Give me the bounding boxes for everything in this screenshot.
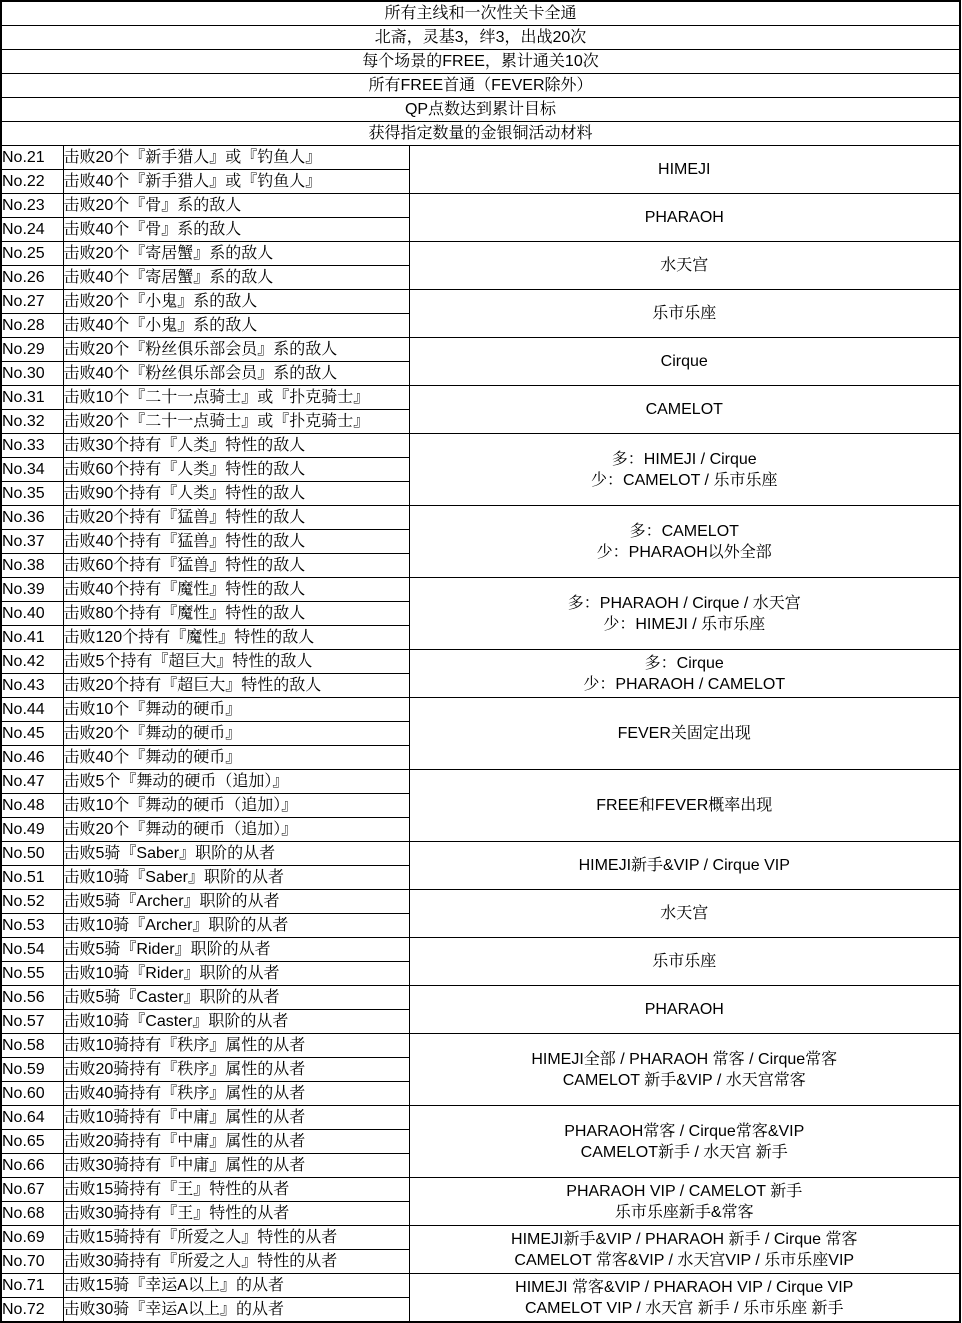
mission-row <box>1 578 960 602</box>
mission-cell: 击败5个『舞动的硬币（追加）』 <box>63 770 409 794</box>
location-cell <box>409 1274 960 1323</box>
row-number-cell: No.22 <box>1 170 63 194</box>
mission-cell: 击败20个『骨』系的敌人 <box>63 194 409 218</box>
mission-cell: 击败20骑持有『中庸』属性的从者 <box>63 1130 409 1154</box>
location-line: FEVER关固定出现 <box>617 725 751 742</box>
row-number-cell: No.35 <box>1 482 63 506</box>
location-line: 水天宫 <box>660 905 709 922</box>
location-cell <box>409 938 960 986</box>
mission-cell: 击败40个『骨』系的敌人 <box>63 218 409 242</box>
location-cell <box>409 194 960 242</box>
location-cell <box>409 242 960 290</box>
row-number-cell: No.37 <box>1 530 63 554</box>
mission-cell: 击败40个『小鬼』系的敌人 <box>63 314 409 338</box>
location-line: HIMEJI全部 / PHARAOH 常客 / Cirque常客 <box>531 1050 838 1068</box>
row-number-cell: No.45 <box>1 722 63 746</box>
row-number-cell: No.38 <box>1 554 63 578</box>
mission-cell: 击败30骑持有『所爱之人』特性的从者 <box>63 1250 409 1274</box>
location-line: CAMELOT VIP / 水天宫 新手 / 乐市乐座 新手 <box>524 1299 844 1317</box>
mission-cell: 击败30骑『幸运A以上』的从者 <box>63 1298 409 1323</box>
location-line: CAMELOT <box>645 401 723 418</box>
row-number-cell: No.39 <box>1 578 63 602</box>
row-number-cell: No.40 <box>1 602 63 626</box>
mission-cell: 击败5骑『Archer』职阶的从者 <box>63 890 409 914</box>
location-line: 少：PHARAOH以外全部 <box>596 543 772 561</box>
row-number-cell: No.23 <box>1 194 63 218</box>
mission-row <box>1 242 960 266</box>
row-number-cell: No.27 <box>1 290 63 314</box>
location-line: 少：PHARAOH / CAMELOT <box>583 675 786 693</box>
location-cell <box>409 290 960 338</box>
mission-cell: 击败10个『二十一点骑士』或『扑克骑士』 <box>63 386 409 410</box>
location-cell <box>409 1178 960 1226</box>
row-number-cell: No.21 <box>1 146 63 170</box>
row-number-cell: No.65 <box>1 1130 63 1154</box>
mission-cell: 击败20个持有『猛兽』特性的敌人 <box>63 506 409 530</box>
mission-cell: 击败20个『舞动的硬币』 <box>63 722 409 746</box>
location-line: 乐市乐座 <box>652 953 717 970</box>
location-cell <box>409 386 960 434</box>
mission-row <box>1 890 960 914</box>
row-number-cell: No.26 <box>1 266 63 290</box>
location-cell <box>409 578 960 650</box>
row-number-cell: No.42 <box>1 650 63 674</box>
location-line: PHARAOH <box>644 209 724 226</box>
mission-cell: 击败20个持有『超巨大』特性的敌人 <box>63 674 409 698</box>
mission-cell: 击败10骑『Archer』职阶的从者 <box>63 914 409 938</box>
header-cell-6: 获得指定数量的金银铜活动材料 <box>1 122 960 146</box>
mission-cell: 击败10个『舞动的硬币（追加）』 <box>63 794 409 818</box>
mission-cell: 击败10骑持有『秩序』属性的从者 <box>63 1034 409 1058</box>
mission-cell: 击败40个持有『魔性』特性的敌人 <box>63 578 409 602</box>
mission-cell: 击败20个『新手猎人』或『钓鱼人』 <box>63 146 409 170</box>
mission-row <box>1 338 960 362</box>
mission-cell: 击败10骑『Rider』职阶的从者 <box>63 962 409 986</box>
location-line: CAMELOT 常客&VIP / 水天宫VIP / 乐市乐座VIP <box>514 1251 855 1269</box>
mission-cell: 击败5骑『Caster』职阶的从者 <box>63 986 409 1010</box>
mission-cell: 击败10骑『Caster』职阶的从者 <box>63 1010 409 1034</box>
row-number-cell: No.51 <box>1 866 63 890</box>
header-row <box>1 26 960 50</box>
mission-cell: 击败15骑『幸运A以上』的从者 <box>63 1274 409 1298</box>
mission-cell: 击败120个持有『魔性』特性的敌人 <box>63 626 409 650</box>
header-cell-1: 所有主线和一次性关卡全通 <box>1 1 960 26</box>
row-number-cell: No.57 <box>1 1010 63 1034</box>
location-cell <box>409 842 960 890</box>
location-line: CAMELOT新手 / 水天宫 新手 <box>580 1143 788 1161</box>
location-cell <box>409 770 960 842</box>
row-number-cell: No.36 <box>1 506 63 530</box>
header-row <box>1 1 960 26</box>
location-line: HIMEJI <box>658 161 711 178</box>
row-number-cell: No.34 <box>1 458 63 482</box>
mission-cell: 击败15骑持有『所爱之人』特性的从者 <box>63 1226 409 1250</box>
location-line: 多：CAMELOT <box>629 522 739 540</box>
mission-cell: 击败30骑持有『王』特性的从者 <box>63 1202 409 1226</box>
location-line: 乐市乐座 <box>652 305 717 322</box>
mission-cell: 击败5个持有『超巨大』特性的敌人 <box>63 650 409 674</box>
mission-row <box>1 1178 960 1202</box>
location-line: 少：HIMEJI / 乐市乐座 <box>603 615 766 633</box>
row-number-cell: No.32 <box>1 410 63 434</box>
location-line: FREE和FEVER概率出现 <box>596 797 773 814</box>
row-number-cell: No.52 <box>1 890 63 914</box>
row-number-cell: No.44 <box>1 698 63 722</box>
location-line: HIMEJI 常客&VIP / PHARAOH VIP / Cirque VIP <box>515 1278 854 1296</box>
row-number-cell: No.66 <box>1 1154 63 1178</box>
row-number-cell: No.43 <box>1 674 63 698</box>
row-number-cell: No.67 <box>1 1178 63 1202</box>
location-cell <box>409 146 960 194</box>
mission-cell: 击败30骑持有『中庸』属性的从者 <box>63 1154 409 1178</box>
header-cell-5: QP点数达到累计目标 <box>1 98 960 122</box>
location-line: 多：PHARAOH / Cirque / 水天宫 <box>567 594 801 612</box>
mission-row <box>1 938 960 962</box>
mission-cell: 击败60个持有『人类』特性的敌人 <box>63 458 409 482</box>
mission-cell: 击败40个持有『猛兽』特性的敌人 <box>63 530 409 554</box>
mission-cell: 击败5骑『Rider』职阶的从者 <box>63 938 409 962</box>
mission-cell: 击败40个『粉丝俱乐部会员』系的敌人 <box>63 362 409 386</box>
row-number-cell: No.64 <box>1 1106 63 1130</box>
mission-cell: 击败20骑持有『秩序』属性的从者 <box>63 1058 409 1082</box>
mission-cell: 击败15骑持有『王』特性的从者 <box>63 1178 409 1202</box>
row-number-cell: No.29 <box>1 338 63 362</box>
mission-cell: 击败20个『舞动的硬币（追加）』 <box>63 818 409 842</box>
location-line: PHARAOH常客 / Cirque常客&VIP <box>564 1122 805 1140</box>
mission-cell: 击败20个『粉丝俱乐部会员』系的敌人 <box>63 338 409 362</box>
mission-cell: 击败10骑『Saber』职阶的从者 <box>63 866 409 890</box>
location-cell <box>409 1106 960 1178</box>
location-line: 乐市乐座新手&常客 <box>614 1203 754 1221</box>
row-number-cell: No.53 <box>1 914 63 938</box>
mission-row <box>1 434 960 458</box>
location-cell <box>409 338 960 386</box>
mission-cell: 击败40个『舞动的硬币』 <box>63 746 409 770</box>
location-cell <box>409 1226 960 1274</box>
mission-cell: 击败60个持有『猛兽』特性的敌人 <box>63 554 409 578</box>
row-number-cell: No.24 <box>1 218 63 242</box>
mission-cell: 击败20个『二十一点骑士』或『扑克骑士』 <box>63 410 409 434</box>
row-number-cell: No.49 <box>1 818 63 842</box>
row-number-cell: No.58 <box>1 1034 63 1058</box>
row-number-cell: No.60 <box>1 1082 63 1106</box>
mission-row <box>1 1106 960 1130</box>
row-number-cell: No.41 <box>1 626 63 650</box>
location-cell <box>409 986 960 1034</box>
mission-row <box>1 650 960 674</box>
row-number-cell: No.70 <box>1 1250 63 1274</box>
row-number-cell: No.59 <box>1 1058 63 1082</box>
location-cell <box>409 434 960 506</box>
row-number-cell: No.68 <box>1 1202 63 1226</box>
row-number-cell: No.69 <box>1 1226 63 1250</box>
mission-cell: 击败40个『寄居蟹』系的敌人 <box>63 266 409 290</box>
location-line: 少：CAMELOT / 乐市乐座 <box>591 471 778 489</box>
mission-row <box>1 290 960 314</box>
location-line: CAMELOT 新手&VIP / 水天宫常客 <box>562 1071 806 1089</box>
row-number-cell: No.25 <box>1 242 63 266</box>
location-line: 多：HIMEJI / Cirque <box>611 450 757 468</box>
location-cell <box>409 506 960 578</box>
row-number-cell: No.71 <box>1 1274 63 1298</box>
row-number-cell: No.30 <box>1 362 63 386</box>
mission-cell: 击败5骑『Saber』职阶的从者 <box>63 842 409 866</box>
row-number-cell: No.56 <box>1 986 63 1010</box>
mission-row <box>1 146 960 170</box>
mission-row <box>1 506 960 530</box>
location-line: HIMEJI新手&VIP / PHARAOH 新手 / Cirque 常客 <box>511 1230 858 1248</box>
header-cell-2: 北斋，灵基3，绊3，出战20次 <box>1 26 960 50</box>
location-cell <box>409 650 960 698</box>
mission-cell: 击败20个『寄居蟹』系的敌人 <box>63 242 409 266</box>
row-number-cell: No.54 <box>1 938 63 962</box>
mission-cell: 击败80个持有『魔性』特性的敌人 <box>63 602 409 626</box>
mission-row <box>1 770 960 794</box>
header-row <box>1 74 960 98</box>
mission-cell: 击败10骑持有『中庸』属性的从者 <box>63 1106 409 1130</box>
row-number-cell: No.31 <box>1 386 63 410</box>
row-number-cell: No.46 <box>1 746 63 770</box>
mission-cell: 击败30个持有『人类』特性的敌人 <box>63 434 409 458</box>
mission-row <box>1 194 960 218</box>
row-number-cell: No.33 <box>1 434 63 458</box>
header-cell-4: 所有FREE首通（FEVER除外） <box>1 74 960 98</box>
location-line: 多：Cirque <box>644 654 724 672</box>
mission-row <box>1 698 960 722</box>
header-row <box>1 50 960 74</box>
mission-row <box>1 1034 960 1058</box>
header-row <box>1 98 960 122</box>
mission-row <box>1 842 960 866</box>
location-cell <box>409 890 960 938</box>
row-number-cell: No.72 <box>1 1298 63 1323</box>
location-line: HIMEJI新手&VIP / Cirque VIP <box>578 857 790 874</box>
location-line: PHARAOH <box>644 1001 724 1018</box>
mission-row <box>1 986 960 1010</box>
row-number-cell: No.55 <box>1 962 63 986</box>
row-number-cell: No.50 <box>1 842 63 866</box>
row-number-cell: No.48 <box>1 794 63 818</box>
mission-row <box>1 1274 960 1298</box>
row-number-cell: No.47 <box>1 770 63 794</box>
mission-cell: 击败90个持有『人类』特性的敌人 <box>63 482 409 506</box>
location-cell <box>409 1034 960 1106</box>
header-cell-3: 每个场景的FREE，累计通关10次 <box>1 50 960 74</box>
mission-row <box>1 386 960 410</box>
location-line: PHARAOH VIP / CAMELOT 新手 <box>566 1182 803 1200</box>
header-row <box>1 122 960 146</box>
mission-cell: 击败40骑持有『秩序』属性的从者 <box>63 1082 409 1106</box>
row-number-cell: No.28 <box>1 314 63 338</box>
mission-row <box>1 1226 960 1250</box>
location-line: Cirque <box>660 353 708 370</box>
location-line: 水天宫 <box>660 257 709 274</box>
mission-cell: 击败40个『新手猎人』或『钓鱼人』 <box>63 170 409 194</box>
location-cell <box>409 698 960 770</box>
mission-cell: 击败10个『舞动的硬币』 <box>63 698 409 722</box>
mission-cell: 击败20个『小鬼』系的敌人 <box>63 290 409 314</box>
